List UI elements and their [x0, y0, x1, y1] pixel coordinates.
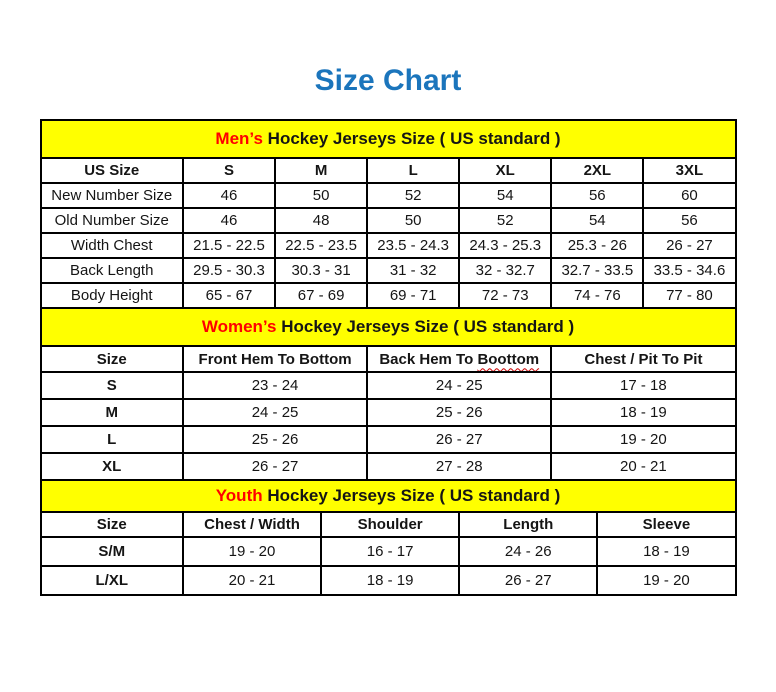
column-header: S: [183, 158, 275, 183]
cell: 23 - 24: [183, 372, 367, 399]
cell: 19 - 20: [183, 537, 321, 566]
table-row: [41, 426, 736, 453]
cell: 46: [183, 183, 275, 208]
womens-title-rest: Hockey Jerseys Size ( US standard ): [276, 317, 575, 336]
column-header: XL: [459, 158, 551, 183]
cell: 19 - 20: [597, 566, 735, 595]
column-header: Size: [41, 512, 183, 537]
cell: 24.3 - 25.3: [459, 233, 551, 258]
table-row: [41, 208, 736, 233]
cell: 50: [275, 183, 367, 208]
cell: 54: [551, 208, 643, 233]
cell: 65 - 67: [183, 283, 275, 308]
womens-table-title-band: [41, 308, 736, 346]
mens-header-row: [41, 158, 736, 183]
row-header: XL: [41, 453, 183, 480]
cell: 17 - 18: [551, 372, 735, 399]
column-header: M: [275, 158, 367, 183]
column-header: 2XL: [551, 158, 643, 183]
cell: 26 - 27: [183, 453, 367, 480]
column-header: Sleeve: [597, 512, 735, 537]
column-header: Size: [41, 346, 183, 372]
cell: 56: [643, 208, 735, 233]
cell: 77 - 80: [643, 283, 735, 308]
cell: 54: [459, 183, 551, 208]
mens-title-highlight: Men’s: [215, 129, 263, 148]
cell: 69 - 71: [367, 283, 459, 308]
womens-header-row: [41, 346, 736, 372]
cell: 23.5 - 24.3: [367, 233, 459, 258]
cell: 46: [183, 208, 275, 233]
youth-size-table: [40, 479, 737, 596]
table-row: [41, 537, 736, 566]
misspelled-word: Boottom: [477, 350, 540, 368]
cell: 67 - 69: [275, 283, 367, 308]
table-row: [41, 233, 736, 258]
cell: 24 - 25: [183, 399, 367, 426]
cell: 32.7 - 33.5: [551, 258, 643, 283]
mens-table-title: [41, 120, 736, 158]
cell: 32 - 32.7: [459, 258, 551, 283]
cell: 25 - 26: [183, 426, 367, 453]
cell: 27 - 28: [367, 453, 551, 480]
row-header: M: [41, 399, 183, 426]
cell: 26 - 27: [643, 233, 735, 258]
row-header: Body Height: [41, 283, 183, 308]
table-row: [41, 183, 736, 208]
cell: 25.3 - 26: [551, 233, 643, 258]
table-row: [41, 399, 736, 426]
cell: 33.5 - 34.6: [643, 258, 735, 283]
womens-size-table: [40, 307, 737, 481]
cell: 18 - 19: [597, 537, 735, 566]
youth-title-rest: Hockey Jerseys Size ( US standard ): [262, 486, 561, 505]
row-header: New Number Size: [41, 183, 183, 208]
cell: 72 - 73: [459, 283, 551, 308]
cell: 30.3 - 31: [275, 258, 367, 283]
row-header: Old Number Size: [41, 208, 183, 233]
column-header: L: [367, 158, 459, 183]
row-header: Back Length: [41, 258, 183, 283]
cell: 31 - 32: [367, 258, 459, 283]
size-chart-tables: [40, 119, 737, 596]
table-row: [41, 453, 736, 480]
mens-table-title-band: [41, 120, 736, 158]
mens-size-table: [40, 119, 737, 309]
column-header: [367, 346, 551, 372]
cell: 20 - 21: [551, 453, 735, 480]
cell: 20 - 21: [183, 566, 321, 595]
column-header: Chest / Width: [183, 512, 321, 537]
table-row: [41, 283, 736, 308]
column-header: Front Hem To Bottom: [183, 346, 367, 372]
cell: 50: [367, 208, 459, 233]
table-row: [41, 372, 736, 399]
youth-header-row: [41, 512, 736, 537]
column-header: 3XL: [643, 158, 735, 183]
column-header: Shoulder: [321, 512, 459, 537]
cell: 29.5 - 30.3: [183, 258, 275, 283]
column-header: US Size: [41, 158, 183, 183]
cell: 18 - 19: [551, 399, 735, 426]
youth-table-title: [41, 480, 736, 512]
cell: 26 - 27: [367, 426, 551, 453]
row-header: S: [41, 372, 183, 399]
cell: 19 - 20: [551, 426, 735, 453]
header-text: Back Hem To: [379, 350, 478, 368]
cell: 74 - 76: [551, 283, 643, 308]
cell: 24 - 25: [367, 372, 551, 399]
womens-table-title: [41, 308, 736, 346]
cell: 25 - 26: [367, 399, 551, 426]
youth-title-highlight: Youth: [215, 486, 263, 505]
cell: 21.5 - 22.5: [183, 233, 275, 258]
womens-title-highlight: Women’s: [201, 317, 277, 336]
cell: 60: [643, 183, 735, 208]
cell: 22.5 - 23.5: [275, 233, 367, 258]
page-title: Size Chart: [314, 64, 462, 97]
cell: 52: [459, 208, 551, 233]
row-header: L/XL: [41, 566, 183, 595]
cell: 48: [275, 208, 367, 233]
row-header: Width Chest: [41, 233, 183, 258]
cell: 16 - 17: [321, 537, 459, 566]
table-row: [41, 258, 736, 283]
cell: 24 - 26: [459, 537, 597, 566]
table-row: [41, 566, 736, 595]
column-header: Chest / Pit To Pit: [551, 346, 735, 372]
cell: 56: [551, 183, 643, 208]
row-header: L: [41, 426, 183, 453]
cell: 18 - 19: [321, 566, 459, 595]
cell: 52: [367, 183, 459, 208]
column-header: Length: [459, 512, 597, 537]
row-header: S/M: [41, 537, 183, 566]
cell: 26 - 27: [459, 566, 597, 595]
mens-title-rest: Hockey Jerseys Size ( US standard ): [262, 129, 561, 148]
youth-table-title-band: [41, 480, 736, 512]
